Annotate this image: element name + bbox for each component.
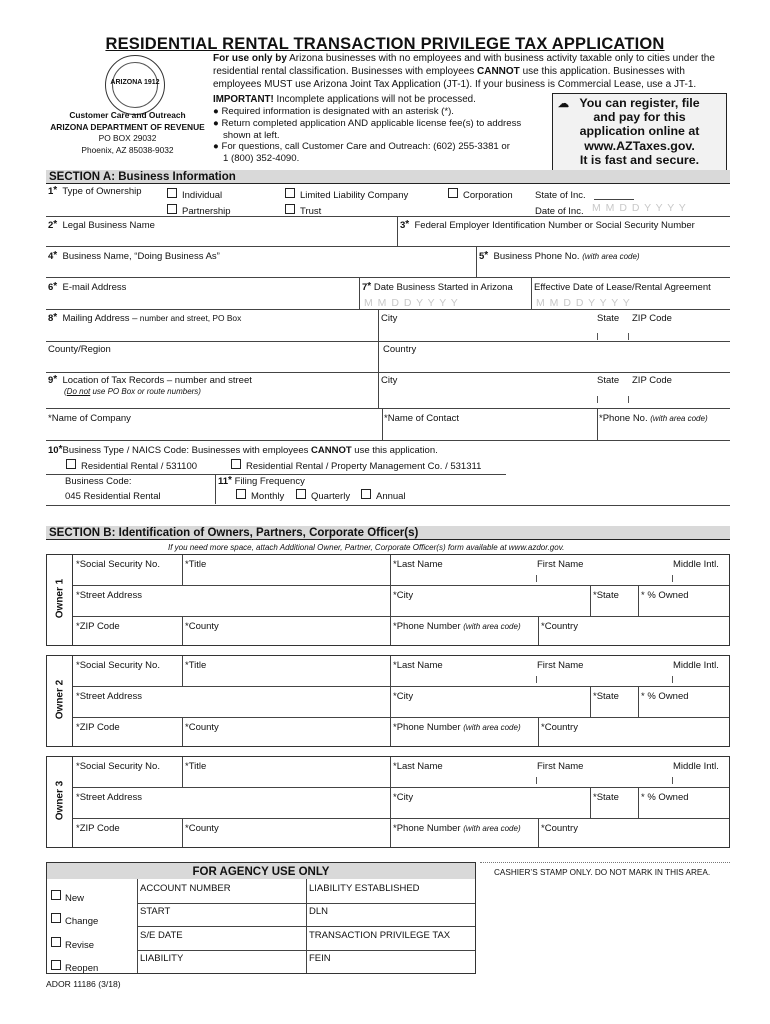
rule [46,277,730,278]
city-label[interactable]: *City [393,590,414,601]
owner-tag [47,656,73,746]
se-date-label: S/E DATE [140,930,183,941]
divider [538,818,539,847]
llc-label: Limited Liability Company [300,190,409,201]
liability-label: LIABILITY [140,953,184,964]
tick [672,575,673,582]
dln-label: DLN [309,906,329,917]
bullet-3b: 1 (800) 352-4090. [223,153,300,165]
rule [46,408,730,409]
percent-owned-label[interactable]: * % Owned [641,691,689,702]
agency-header: FOR AGENCY USE ONLY [47,863,475,879]
divider [378,372,379,408]
owner-2-block [46,655,730,747]
divider [390,555,391,645]
divider [476,246,477,277]
change-checkbox[interactable] [51,913,61,923]
annual-checkbox[interactable] [361,489,371,499]
mouse-icon: ☁ [558,98,569,110]
field-11-label: 11* Filing Frequency [218,475,305,487]
intro-paragraph [213,53,726,91]
rule [46,474,506,475]
middle-initial-label[interactable]: Middle Intl. [673,660,719,671]
monthly-checkbox[interactable] [236,489,246,499]
trust-label: Trust [300,206,322,217]
cashier-stamp-area [480,862,730,974]
promo-line-3: application online at [579,124,700,139]
divider [638,686,639,717]
individual-checkbox[interactable] [167,188,177,198]
rule [46,341,730,342]
state-of-inc-line[interactable] [594,199,634,200]
dept-line-4: Phoenix, AZ 85038-9032 [81,144,174,155]
name-of-company-label: *Name of Company [48,413,131,424]
promo-line-1: You can register, file [579,96,700,110]
state-label[interactable]: *State [593,792,619,803]
middle-initial-label[interactable]: Middle Intl. [673,761,719,772]
country-label[interactable]: *Country [541,621,578,632]
effective-date-mask[interactable]: M M D D Y Y Y Y [536,297,631,309]
divider [182,555,183,585]
field-9-label: 9* Location of Tax Records – number and street [48,374,252,386]
state-of-inc-label: State of Inc. [535,190,586,201]
county-label[interactable]: *County [185,621,219,632]
owner-1-block [46,554,730,646]
divider [182,616,183,645]
department-address [40,110,215,156]
first-name-label[interactable]: First Name [537,660,584,671]
intro-text-1: Arizona businesses with no employees and with business activity taxable only to cities under the residential rental classification. Businesses with employees [213,53,715,77]
tick [597,333,598,340]
owner-label: Owner 2 [54,679,66,720]
property-management-label: Residential Rental / Property Management Co. / 531311 [246,461,482,472]
rule [137,926,475,927]
residential-rental-checkbox[interactable] [66,459,76,469]
divider [397,216,398,246]
divider [597,408,598,440]
tick [536,777,537,784]
bullet-2b: shown at left. [223,129,280,141]
first-name-label[interactable]: First Name [537,559,584,570]
rule [73,717,729,718]
divider [590,787,591,818]
change-label: Change [65,916,99,927]
residential-rental-label: Residential Rental / 531100 [81,461,198,472]
ssn-label[interactable]: *Social Security No. [76,660,160,671]
new-checkbox[interactable] [51,890,61,900]
rule [73,818,729,819]
field-6-label: 6* E-mail Address [48,281,127,293]
individual-label: Individual [182,190,223,201]
field-3-label: 3* Federal Employer Identification Number or Social Security Number [400,219,695,231]
online-registration-box [552,93,727,171]
percent-owned-label[interactable]: * % Owned [641,792,689,803]
tick [536,575,537,582]
dept-line-1: Customer Care and Outreach [69,110,186,120]
owner-label: Owner 3 [54,780,66,821]
trust-checkbox[interactable] [285,204,295,214]
name-of-contact-label: *Name of Contact [384,413,459,424]
street-address-label[interactable]: *Street Address [76,590,143,601]
important-bullets [213,106,545,165]
cashier-note: CASHIER’S STAMP ONLY. DO NOT MARK IN THIS AREA. [494,868,711,877]
field-2-label: 2* Legal Business Name [48,219,155,231]
new-label: New [65,893,85,904]
rule [137,950,475,951]
dept-line-2: ARIZONA DEPARTMENT OF REVENUE [50,121,205,132]
form-title: RESIDENTIAL RENTAL TRANSACTION PRIVILEGE TAX APPLICATION [105,35,665,53]
title-label[interactable]: *Title [185,761,207,772]
tick [628,396,629,403]
owner-tag [47,757,73,847]
divider [215,474,216,504]
dept-line-3: PO BOX 29032 [98,133,157,143]
divider [182,717,183,746]
date-started-mask[interactable]: M M D D Y Y Y Y [364,297,459,309]
divider [590,585,591,616]
fein-label: FEIN [309,953,331,964]
section-b-note: If you need more space, attach Additional Owner, Partner, Corporate Officer(s) form available at www.azdor.gov. [168,543,565,552]
city-label[interactable]: *City [393,691,414,702]
country-label: Country [383,344,417,355]
ssn-label[interactable]: *Social Security No. [76,761,160,772]
important-text: Incomplete applications will not be processed. [273,94,476,105]
county-label[interactable]: *County [185,722,219,733]
promo-line-5: It is fast and secure. [579,152,700,167]
tick [597,396,598,403]
intro-cannot: CANNOT [477,65,520,77]
records-zip-label: ZIP Code [632,375,672,386]
bullet-3: ● For questions, call Customer Care and Outreach: (602) 255-3381 or [213,141,510,153]
rule [46,440,730,441]
divider [390,757,391,847]
revise-checkbox[interactable] [51,937,61,947]
intro-text-2: use this application. Businesses with employees MUST use Arizona Joint Tax Application (JT-1). If your business is Commercial Lease, use a JT-1. [213,65,697,90]
monthly-label: Monthly [251,491,285,502]
divider [182,818,183,847]
reopen-checkbox[interactable] [51,960,61,970]
tick [672,676,673,683]
divider [182,757,183,787]
tpt-label: TRANSACTION PRIVILEGE TAX [309,930,451,941]
phone-number-label[interactable]: *Phone Number (with area code) [393,823,521,834]
tick [536,676,537,683]
owner-tag [47,555,73,645]
last-name-label[interactable]: *Last Name [393,660,443,671]
corporation-checkbox[interactable] [448,188,458,198]
rule [46,372,730,373]
bullet-2: ● Return completed application AND applicable license fee(s) to address [213,117,522,129]
zip-code-label[interactable]: *ZIP Code [76,722,120,733]
field-10-label: 10*Business Type / NAICS Code: Businesses with employees CANNOT use this application. [48,444,438,456]
mailing-state-label: State [597,313,620,324]
business-code-value: 045 Residential Rental [65,491,161,502]
first-name-label[interactable]: First Name [537,761,584,772]
rule [73,616,729,617]
divider [538,717,539,746]
rule [137,903,475,904]
city-label[interactable]: *City [393,792,414,803]
liability-established-label: LIABILITY ESTABLISHED [309,883,420,894]
ssn-label[interactable]: *Social Security No. [76,559,160,570]
field-4-label: 4* Business Name, “Doing Business As” [48,250,220,262]
county-label[interactable]: *County [185,823,219,834]
street-address-label[interactable]: *Street Address [76,691,143,702]
owner-3-block [46,756,730,848]
reopen-label: Reopen [65,963,99,974]
quarterly-label: Quarterly [311,491,351,502]
last-name-label[interactable]: *Last Name [393,761,443,772]
divider [182,656,183,686]
field-1-label: 1* Type of Ownership [48,185,142,197]
quarterly-checkbox[interactable] [296,489,306,499]
divider [638,585,639,616]
percent-owned-label[interactable]: * % Owned [641,590,689,601]
last-name-label[interactable]: *Last Name [393,559,443,570]
promo-line-4: www.AZTaxes.gov. [584,138,695,153]
section-b-header: SECTION B: Identification of Owners, Partners, Corporate Officer(s) [46,526,730,540]
field-5-label: 5* Business Phone No. (with area code) [479,250,640,262]
corporation-label: Corporation [463,190,513,201]
state-seal-icon [105,55,165,115]
property-management-checkbox[interactable] [231,459,241,469]
rule [46,505,730,506]
divider [390,656,391,746]
tick [672,777,673,784]
rule [46,309,730,310]
important-label: IMPORTANT! [213,94,274,105]
title-label[interactable]: *Title [185,660,207,671]
intro-lead: For use only by [213,53,287,64]
partnership-checkbox[interactable] [167,204,177,214]
title-label[interactable]: *Title [185,559,207,570]
phone-number-label[interactable]: *Phone Number (with area code) [393,621,521,632]
rule [46,216,730,217]
owner-label: Owner 1 [54,578,66,619]
field-9-note: (Do not use PO Box or route numbers) [64,387,201,396]
section-a-header: SECTION A: Business Information [46,170,730,184]
mailing-city-label: City [381,313,398,324]
zip-code-label[interactable]: *ZIP Code [76,823,120,834]
effective-date-label: Effective Date of Lease/Rental Agreement [534,282,711,293]
llc-checkbox[interactable] [285,188,295,198]
divider [359,277,360,309]
country-label[interactable]: *Country [541,823,578,834]
annual-label: Annual [376,491,406,502]
rule [73,787,729,788]
phone-number-label[interactable]: *Phone Number (with area code) [393,722,521,733]
state-label[interactable]: *State [593,691,619,702]
middle-initial-label[interactable]: Middle Intl. [673,559,719,570]
county-region-label: County/Region [48,344,111,355]
divider [638,787,639,818]
start-label: START [140,906,171,917]
zip-code-label[interactable]: *ZIP Code [76,621,120,632]
field-7-label: 7* Date Business Started in Arizona [362,281,513,293]
tick [628,333,629,340]
account-number-label: ACCOUNT NUMBER [140,883,231,894]
country-label[interactable]: *Country [541,722,578,733]
rule [46,246,730,247]
rule [73,686,729,687]
records-state-label: State [597,375,620,386]
field-8-label: 8* Mailing Address – number and street, PO Box [48,312,242,324]
divider [538,616,539,645]
street-address-label[interactable]: *Street Address [76,792,143,803]
records-city-label: City [381,375,398,386]
phone-no-label: *Phone No. (with area code) [599,413,708,424]
divider [382,408,383,440]
rule [73,585,729,586]
date-of-inc-label: Date of Inc. [535,206,584,217]
mailing-zip-label: ZIP Code [632,313,672,324]
state-label[interactable]: *State [593,590,619,601]
important-line [213,94,476,105]
revise-label: Revise [65,940,95,951]
promo-line-2: and pay for this [593,110,686,125]
bullet-1: ● Required information is designated with an asterisk (*). [213,106,454,117]
date-of-inc-mask[interactable]: M M D D Y Y Y Y [592,202,687,214]
form-number: ADOR 11186 (3/18) [46,979,121,989]
divider [531,277,532,309]
business-code-label: Business Code: [65,476,132,487]
agency-use-box [46,862,476,974]
seal-text: ARIZONA 1912 [110,79,160,86]
divider [590,686,591,717]
partnership-label: Partnership [182,206,231,217]
